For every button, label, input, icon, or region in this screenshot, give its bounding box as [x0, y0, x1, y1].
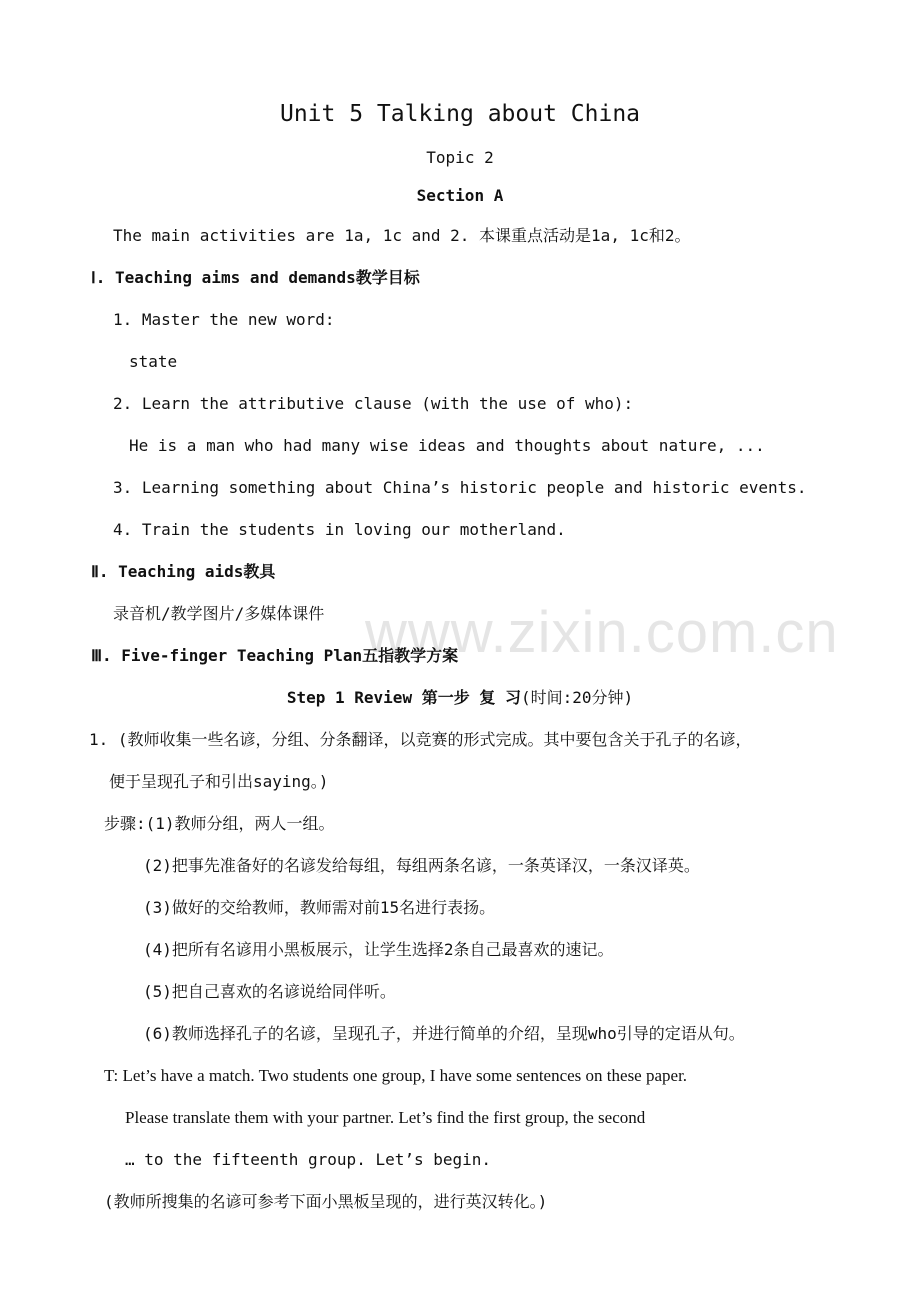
- procedure-step-6: (6)教师选择孔子的名谚，呈现孔子，并进行简单的介绍，呈现who引导的定语从句。: [143, 1024, 745, 1043]
- step1-title: Step 1 Review 第一步 复 习: [286, 688, 521, 707]
- aims-heading: Ⅰ. Teaching aims and demands教学目标: [91, 268, 420, 287]
- aids-heading: Ⅱ. Teaching aids教具: [91, 562, 276, 581]
- teacher-line-2: Please translate them with your partner. Let’s find the first group, the second: [125, 1108, 646, 1127]
- teacher-line-1: T: Let’s have a match. Two students one group, I have some sentences on these paper.: [104, 1066, 688, 1085]
- aims-item-4: 4. Train the students in loving our motherland.: [113, 520, 566, 539]
- procedure-step-5: (5)把自己喜欢的名谚说给同伴听。: [143, 982, 396, 1001]
- aims-item-3: 3. Learning something about China’s historic people and historic events.: [113, 478, 807, 497]
- intro-text: The main activities are 1a, 1c and 2. 本课重点活动是1a, 1c和2。: [113, 226, 691, 245]
- closing-note: (教师所搜集的名谚可参考下面小黑板呈现的，进行英汉转化。): [104, 1192, 548, 1211]
- document-title: Unit 5 Talking about China: [279, 101, 641, 127]
- aims-item-1-word: state: [129, 352, 178, 371]
- teacher-line-3: … to the fifteenth group. Let’s begin.: [125, 1150, 492, 1169]
- plan-heading: Ⅲ. Five-finger Teaching Plan五指教学方案: [91, 646, 459, 665]
- procedure-step-3: (3)做好的交给教师，教师需对前15名进行表扬。: [143, 898, 496, 917]
- watermark: www.zixin.com.cn: [365, 600, 839, 665]
- procedure-step-2: (2)把事先准备好的名谚发给每组，每组两条名谚，一条英译汉，一条汉译英。: [143, 856, 700, 875]
- step1-heading: [0, 688, 920, 708]
- procedure-step-1: 步骤:(1)教师分组，两人一组。: [104, 814, 335, 833]
- step1-time: (时间:20分钟): [520, 688, 634, 707]
- section-label: Section A: [416, 186, 504, 205]
- aims-item-2: 2. Learn the attributive clause (with the use of who):: [113, 394, 634, 413]
- procedure-step-4: (4)把所有名谚用小黑板展示，让学生选择2条自己最喜欢的速记。: [143, 940, 614, 959]
- aims-item-2-example: He is a man who had many wise ideas and thoughts about nature, ...: [129, 436, 765, 455]
- paragraph-1-line-1: 1. (教师收集一些名谚，分组、分条翻译，以竞赛的形式完成。其中要包含关于孔子的名谚，: [89, 730, 752, 749]
- aims-item-1: 1. Master the new word:: [113, 310, 335, 329]
- topic-label: Topic 2: [426, 148, 494, 167]
- paragraph-1-line-2: 便于呈现孔子和引出saying。): [109, 772, 329, 791]
- aids-text: 录音机/教学图片/多媒体课件: [113, 604, 325, 623]
